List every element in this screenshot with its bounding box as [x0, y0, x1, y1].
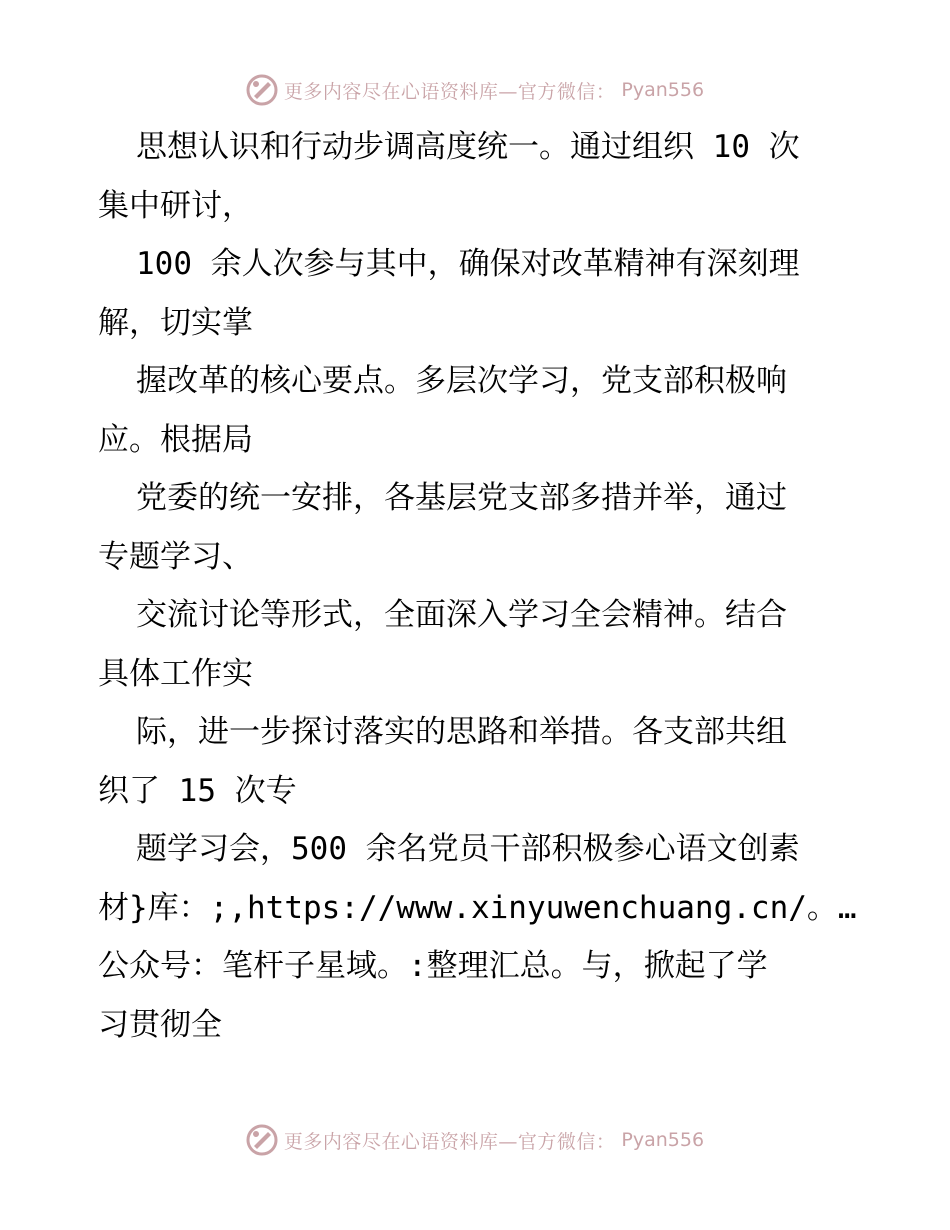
body-line: 握改革的核心要点。多层次学习，党支部积极响 — [136, 363, 787, 399]
body-line: 材}库：;,https://www.xinyuwenchuang.cn/。… — [98, 889, 857, 926]
body-line: 党委的统一安排，各基层党支部多措并举，通过 — [136, 480, 787, 516]
body-line: 交流讨论等形式，全面深入学习全会精神。结合 — [136, 597, 787, 633]
body-line: 集中研讨， — [98, 187, 253, 224]
footer-watermark — [0, 1122, 950, 1158]
logo-icon — [246, 1124, 278, 1156]
document-body — [98, 118, 858, 1054]
body-line: 际，进一步探讨落实的思路和举措。各支部共组 — [136, 714, 787, 750]
body-line: 解，切实掌 — [98, 304, 253, 341]
body-line: 公众号：笔杆子星域。:整理汇总。与，掀起了学 — [98, 948, 768, 984]
body-line: 100 余人次参与其中，确保对改革精神有深刻理 — [136, 246, 800, 282]
body-line: 织了 15 次专 — [98, 772, 297, 809]
logo-icon — [246, 74, 278, 106]
body-line: 题学习会，500 余名党员干部积极参心语文创素 — [136, 831, 800, 867]
body-line: 具体工作实 — [98, 655, 253, 692]
body-line: 思想认识和行动步调高度统一。通过组织 10 次 — [136, 129, 800, 165]
watermark-text: 更多内容尽在心语资料库—官方微信： — [283, 80, 616, 103]
watermark-text: 更多内容尽在心语资料库—官方微信： — [283, 1130, 616, 1153]
body-line: 应。根据局 — [98, 421, 253, 458]
watermark-wechat-id: Pyan556 — [621, 79, 705, 101]
watermark-wechat-id: Pyan556 — [621, 1129, 705, 1151]
body-line: 习贯彻全 — [98, 1006, 222, 1043]
header-watermark — [0, 72, 950, 108]
body-line: 专题学习、 — [98, 538, 253, 575]
